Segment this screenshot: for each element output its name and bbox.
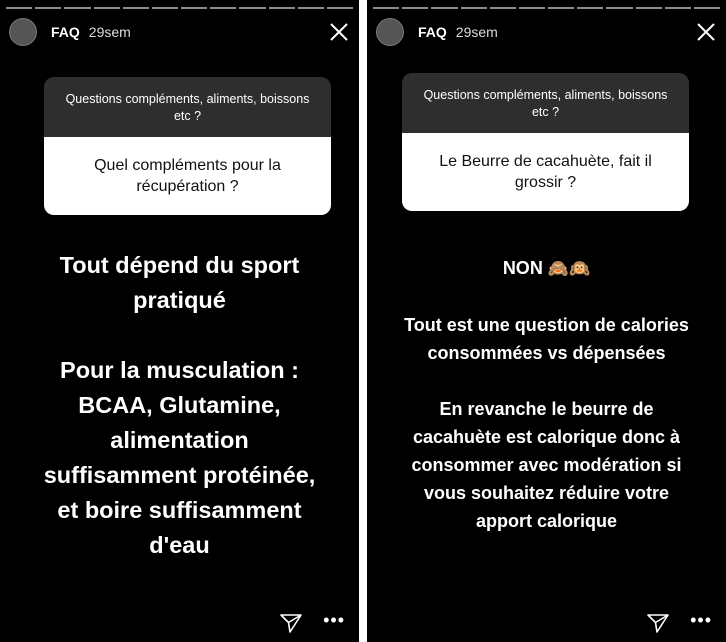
more-icon[interactable]: ••• (323, 610, 345, 630)
send-icon[interactable] (646, 612, 670, 634)
send-icon[interactable] (279, 612, 303, 634)
story-footer (279, 612, 345, 634)
answer-title: NON 🙈🙉 (502, 258, 591, 278)
question-text: Le Beurre de cacahuète, fait il grossir ? (402, 133, 689, 211)
story-progress-bar (6, 7, 353, 9)
answer-line: alimentation (110, 427, 249, 453)
story-time: 29sem (455, 24, 498, 40)
answer-line: Tout est une question de calories (404, 315, 689, 335)
question-sticker-header: Questions compléments, aliments, boissons etc ? (402, 73, 689, 133)
answer-line: BCAA, Glutamine, (78, 392, 281, 418)
story-progress-bar (373, 7, 720, 9)
answer-line: cacahuète est calorique donc à (412, 427, 681, 447)
question-text: Quel compléments pour la récupération ? (44, 137, 331, 215)
story-header (9, 18, 350, 46)
story-panel-left[interactable] (0, 0, 359, 642)
answer-line: suffisamment protéinée, (43, 462, 316, 488)
answer-line: apport calorique (475, 511, 618, 531)
answer-line: Tout dépend du sport (59, 252, 300, 278)
avatar[interactable] (376, 18, 404, 46)
answer-text (367, 254, 726, 535)
question-sticker (44, 77, 331, 215)
avatar[interactable] (9, 18, 37, 46)
answer-text (0, 248, 359, 563)
username[interactable]: FAQ (51, 24, 80, 40)
close-icon[interactable] (695, 21, 717, 43)
answer-line: Pour la musculation : (60, 357, 299, 383)
story-footer (646, 612, 712, 634)
story-header (376, 18, 717, 46)
answer-line: pratiqué (133, 287, 226, 313)
answer-line: d'eau (149, 532, 210, 558)
monkey-emoji: 🙈🙉 (547, 259, 591, 278)
answer-line: consommer avec modération si (411, 455, 682, 475)
answer-line: consommées vs dépensées (427, 343, 666, 363)
story-time: 29sem (88, 24, 131, 40)
question-sticker-header: Questions compléments, aliments, boissons etc ? (44, 77, 331, 137)
close-icon[interactable] (328, 21, 350, 43)
more-icon[interactable]: ••• (690, 610, 712, 630)
story-panel-right[interactable] (367, 0, 726, 642)
answer-line: En revanche le beurre de (439, 399, 654, 419)
username[interactable]: FAQ (418, 24, 447, 40)
question-sticker (402, 73, 689, 211)
answer-line: et boire suffisamment (57, 497, 302, 523)
answer-line: vous souhaitez réduire votre (423, 483, 670, 503)
